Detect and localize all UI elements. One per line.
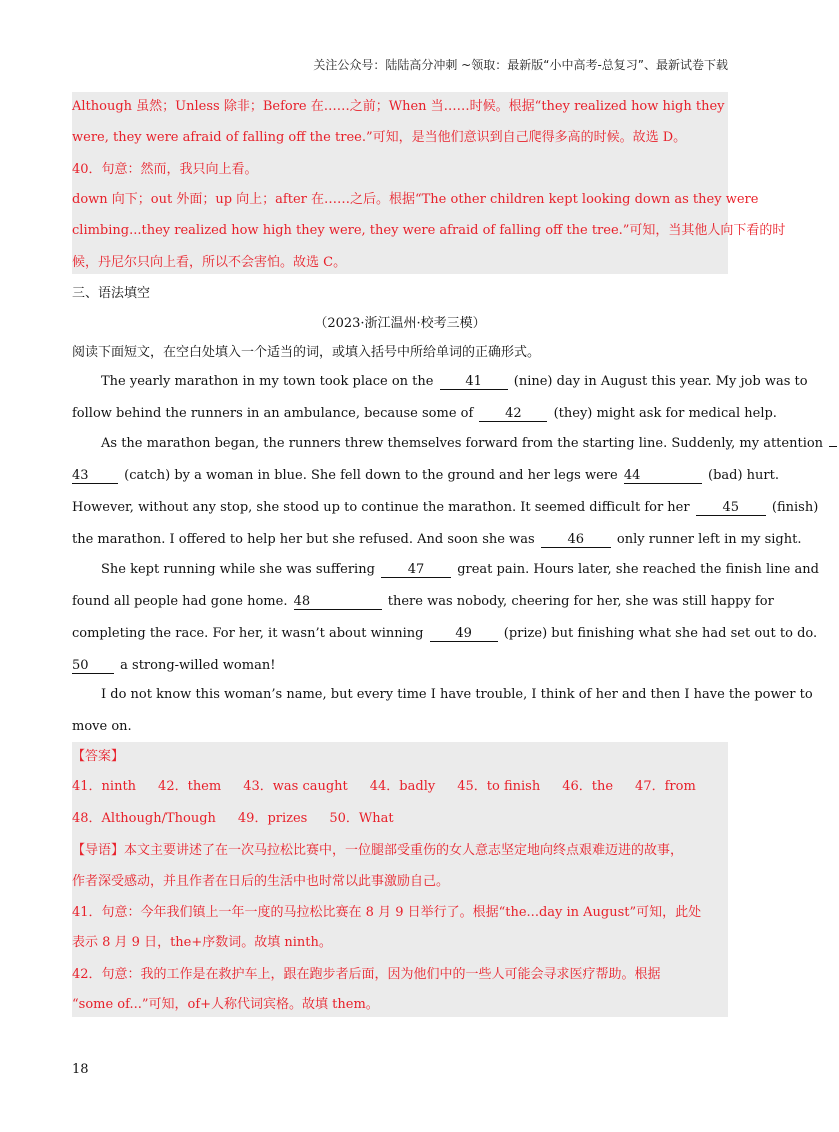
explanation-line: 40．句意：然而，我只向上看。 — [72, 162, 258, 177]
answer-label: 【答案】 — [72, 749, 125, 764]
blank-43-start — [829, 446, 837, 447]
blank-43[interactable]: 43 — [72, 468, 118, 484]
explanation-42: 42．句意：我的工作是在救护车上，跟在跑步者后面，因为他们中的一些人可能会寻求医疗帮助。根据 — [72, 967, 661, 982]
answer-item: 48．Although/Though — [72, 811, 216, 826]
answer-row — [72, 778, 728, 796]
answer-item: 49．prizes — [237, 811, 308, 826]
answer-item: 50．What — [329, 811, 394, 826]
passage-line: However, without any stop, she stood up to continue the marathon. It seemed difficult for her 45 (finish) — [72, 500, 819, 515]
passage-line: found all people had gone home. 48 there was nobody, cheering for her, she was still happy for — [72, 594, 774, 609]
blank-44[interactable]: 44 — [624, 468, 702, 484]
explanation-41: 表示 8 月 9 日，the+序数词。故填 ninth。 — [72, 935, 332, 950]
blank-47[interactable]: 47 — [381, 562, 451, 578]
explanation-42: “some of...”可知，of+人称代词宾格。故填 them。 — [72, 997, 379, 1012]
page-number: 18 — [72, 1062, 89, 1077]
blank-48[interactable]: 48 — [294, 594, 382, 610]
passage-line: the marathon. I offered to help her but she refused. And soon she was 46 only runner left in my sight. — [72, 532, 802, 547]
instruction: 阅读下面短文，在空白处填入一个适当的词，或填入括号中所给单词的正确形式。 — [72, 345, 541, 360]
answer-item: 45．to finish — [457, 779, 541, 794]
explanation-line: were, they were afraid of falling off the tree.”可知，是当他们意识到自己爬得多高的时候。故选 D。 — [72, 130, 687, 145]
guide-line: 作者深受感动，并且作者在日后的生活中也时常以此事激励自己。 — [72, 874, 450, 889]
answer-item: 43．was caught — [243, 779, 348, 794]
answer-item: 41．ninth — [72, 779, 137, 794]
explanation-41: 41．句意：今年我们镇上一年一度的马拉松比赛在 8 月 9 日举行了。根据“the...day in August”可知，此处 — [72, 905, 702, 920]
passage-line: She kept running while she was suffering 47 great pain. Hours later, she reached the finish line and — [101, 562, 819, 577]
passage-line: As the marathon began, the runners threw themselves forward from the starting line. Suddenly, my attention — [101, 435, 728, 453]
answer-item: 44．badly — [369, 779, 436, 794]
blank-45[interactable]: 45 — [696, 500, 766, 516]
explanation-line: climbing...they realized how high they were, they were afraid of falling off the tree.”可知，当其他人向下看的时 — [72, 223, 786, 238]
blank-42[interactable]: 42 — [479, 406, 547, 422]
answer-item: 46．the — [562, 779, 614, 794]
section-heading: 三、语法填空 — [72, 286, 151, 301]
guide-line: 【导语】本文主要讲述了在一次马拉松比赛中，一位腿部受重伤的女人意志坚定地向终点艰难迈进的故事， — [72, 843, 684, 858]
passage-line: completing the race. For her, it wasn’t about winning 49 (prize) but finishing what she had set out to do. — [72, 626, 818, 641]
passage-line: 43 (catch) by a woman in blue. She fell down to the ground and her legs were 44 (bad) hurt. — [72, 468, 779, 483]
blank-46[interactable]: 46 — [541, 532, 611, 548]
passage-line: follow behind the runners in an ambulance, because some of 42 (they) might ask for medical help. — [72, 406, 777, 421]
blank-49[interactable]: 49 — [430, 626, 498, 642]
answer-row — [72, 810, 728, 828]
page-header: 关注公众号：陆陆高分冲刺 ~领取：最新版“小中高考-总复习”、最新试卷下载 — [313, 58, 728, 72]
answer-item: 47．from — [635, 779, 696, 794]
answer-item: 42．them — [158, 779, 222, 794]
passage-line: I do not know this woman’s name, but every time I have trouble, I think of her and then I have the power to — [101, 687, 813, 702]
passage-line: The yearly marathon in my town took place on the 41 (nine) day in August this year. My job was to — [101, 374, 808, 389]
blank-50[interactable]: 50 — [72, 658, 114, 674]
explanation-line: Although 虽然；Unless 除非；Before 在……之前；When 当……时候。根据“they realized how high they — [72, 99, 725, 114]
explanation-line: down 向下；out 外面；up 向上；after 在……之后。根据“The other children kept looking down as they were — [72, 192, 759, 207]
exam-source: （2023·浙江温州·校考三模） — [314, 316, 486, 331]
blank-41[interactable]: 41 — [440, 374, 508, 390]
passage-line: move on. — [72, 719, 132, 734]
explanation-line: 候，丹尼尔只向上看，所以不会害怕。故选 C。 — [72, 255, 347, 270]
explanation-shade — [72, 92, 786, 274]
passage-line: 50 a strong-willed woman! — [72, 658, 276, 673]
